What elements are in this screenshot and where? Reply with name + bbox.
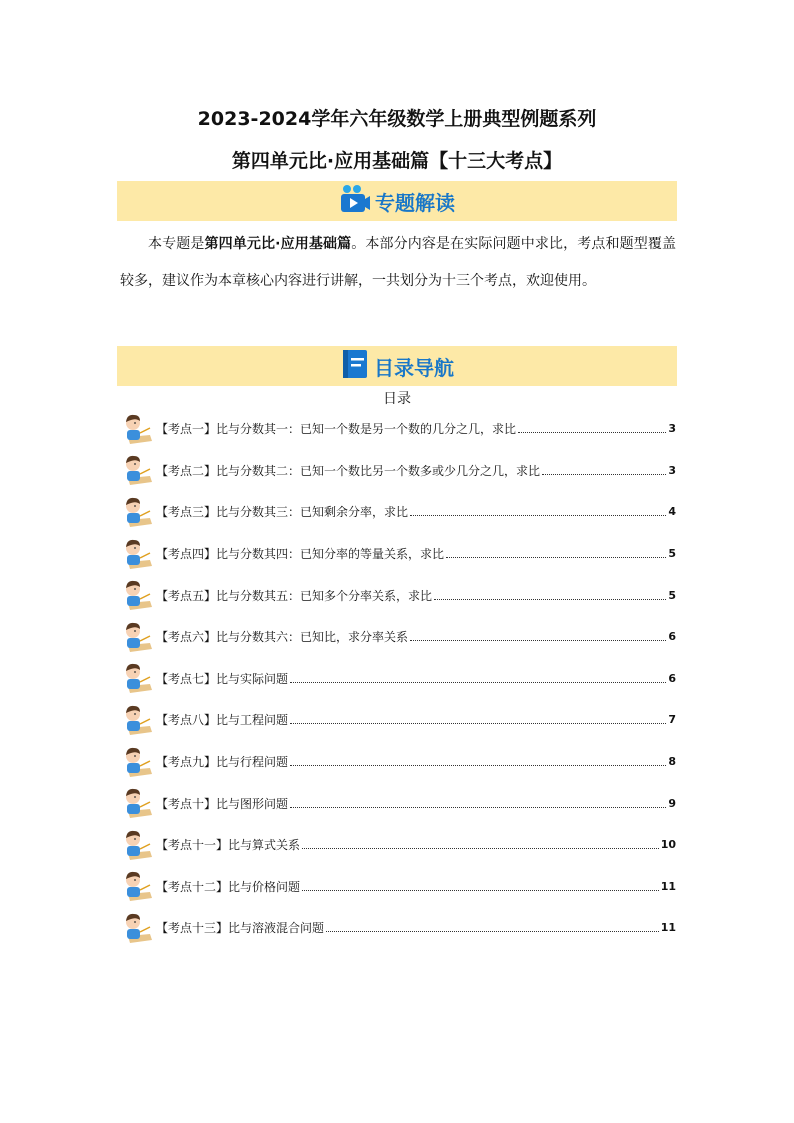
toc-entry-page: 7 [668, 713, 676, 727]
toc-entry[interactable] [120, 616, 676, 658]
toc-entry-label: 【考点十】比与图形问题 [156, 796, 289, 811]
toc-entry[interactable] [120, 574, 676, 616]
toc-entry-page: 6 [668, 671, 676, 685]
toc-leader-dots [290, 682, 666, 683]
toc-entry-label: 【考点八】比与工程问题 [156, 713, 289, 728]
intro-text-bold: 第四单元比·应用基础篇 [204, 236, 352, 252]
student-writing-icon [120, 868, 156, 904]
toc-entry[interactable] [120, 408, 676, 450]
toc-leader-dots [290, 807, 666, 808]
toc-entry-label: 【考点十三】比与溶液混合问题 [156, 921, 325, 936]
toc-leader-dots [290, 765, 666, 766]
toc-entry-page: 10 [660, 838, 676, 852]
toc-heading: 日录 [383, 391, 411, 407]
toc-leader-dots [302, 890, 659, 891]
intro-paragraph [120, 226, 676, 300]
intro-text-start: 本专题是 [148, 236, 205, 252]
toc-entry[interactable] [120, 782, 676, 824]
toc-entry[interactable] [120, 866, 676, 908]
toc-entry-label: 【考点二】比与分数其二：已知一个数比另一个数多或少几分之几，求比 [156, 463, 541, 478]
student-writing-icon [120, 452, 156, 488]
section-banner-topic [117, 181, 677, 221]
section-banner-toc [117, 346, 677, 386]
section-title-toc: 目录导航 [374, 355, 454, 380]
toc-entry[interactable] [120, 533, 676, 575]
student-writing-icon [120, 744, 156, 780]
student-writing-icon [120, 619, 156, 655]
toc-leader-dots [410, 640, 666, 641]
document-title-line2: 第四单元比·应用基础篇【十三大考点】 [231, 150, 563, 172]
section-title-topic: 专题解读 [375, 190, 455, 215]
toc-leader-dots [302, 848, 659, 849]
student-writing-icon [120, 785, 156, 821]
toc-entry[interactable] [120, 824, 676, 866]
toc-entry[interactable] [120, 658, 676, 700]
video-play-icon [339, 184, 371, 218]
toc-leader-dots [290, 723, 666, 724]
toc-leader-dots [410, 515, 666, 516]
toc-entry-page: 8 [668, 755, 676, 769]
toc-entry[interactable] [120, 491, 676, 533]
toc-leader-dots [326, 931, 659, 932]
toc-entry-label: 【考点十一】比与算式关系 [156, 838, 301, 853]
student-writing-icon [120, 660, 156, 696]
toc-leader-dots [434, 599, 666, 600]
toc-entry[interactable] [120, 741, 676, 783]
student-writing-icon [120, 702, 156, 738]
toc-entry[interactable] [120, 907, 676, 949]
toc-entry[interactable] [120, 450, 676, 492]
toc-entry-label: 【考点九】比与行程问题 [156, 755, 289, 770]
toc-entry-label: 【考点六】比与分数其六：已知比，求分率关系 [156, 630, 409, 645]
toc-leader-dots [518, 432, 666, 433]
toc-entry-label: 【考点三】比与分数其三：已知剩余分率，求比 [156, 505, 409, 520]
toc-leader-dots [446, 557, 666, 558]
toc-entry-label: 【考点十二】比与价格问题 [156, 879, 301, 894]
notebook-icon [340, 348, 370, 384]
intro-text-rest: 。本部分内容是在实际问题中求比，考点和题型覆盖较多，建议作为本章核心内容进行讲解，一共划分为十三个考点，欢迎使用。 [120, 236, 677, 289]
toc-entry-label: 【考点五】比与分数其五：已知多个分率关系，求比 [156, 588, 433, 603]
student-writing-icon [120, 827, 156, 863]
student-writing-icon [120, 577, 156, 613]
document-title-line1: 2023-2024学年六年级数学上册典型例题系列 [197, 108, 597, 130]
student-writing-icon [120, 411, 156, 447]
toc-entry-page: 4 [668, 505, 676, 519]
toc-entry-page: 3 [668, 422, 676, 436]
toc-entry[interactable] [120, 699, 676, 741]
toc-entry-label: 【考点一】比与分数其一：已知一个数是另一个数的几分之几，求比 [156, 422, 517, 437]
toc-entry-page: 11 [660, 921, 676, 935]
toc-entry-page: 11 [660, 879, 676, 893]
toc-entry-label: 【考点四】比与分数其四：已知分率的等量关系，求比 [156, 547, 445, 562]
toc-entry-page: 6 [668, 630, 676, 644]
toc-entry-page: 5 [668, 588, 676, 602]
toc-entry-page: 5 [668, 547, 676, 561]
student-writing-icon [120, 536, 156, 572]
table-of-contents [120, 408, 676, 949]
toc-entry-page: 3 [668, 463, 676, 477]
toc-entry-label: 【考点七】比与实际问题 [156, 671, 289, 686]
toc-leader-dots [542, 474, 666, 475]
student-writing-icon [120, 494, 156, 530]
student-writing-icon [120, 910, 156, 946]
toc-entry-page: 9 [668, 796, 676, 810]
